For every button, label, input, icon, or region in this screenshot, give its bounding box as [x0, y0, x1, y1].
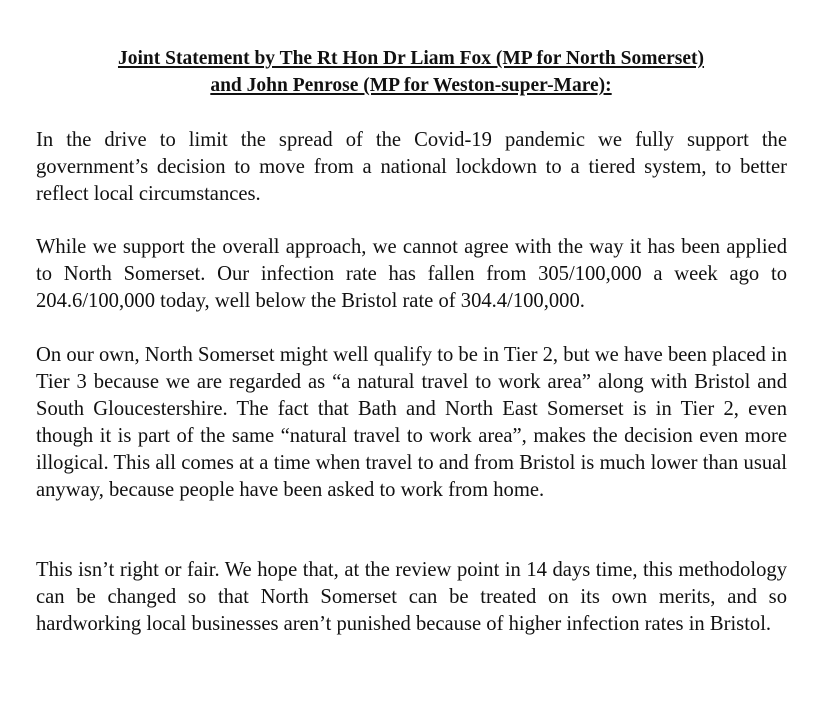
paragraph-tier-placement: On our own, North Somerset might well qualify to be in Tier 2, but we have been placed in Tier 3 because we are regarded as “a natural travel to work area” along with Bristol and South Gloucestershire. The fact that Bath and North East Somerset is in Tier 2, even though it is part of the same “natural travel to work area”, makes the decision even more illogical. This all comes at a time when travel to and from Bristol is much lower than usual anyway, because people have been asked to work from home. [36, 344, 787, 501]
statement-title [30, 45, 792, 99]
paragraph-support: In the drive to limit the spread of the Covid-19 pandemic we fully support the government’s decision to move from a national lockdown to a tiered system, to better reflect local circumstances. [36, 129, 787, 205]
title-line-2: and John Penrose (MP for Weston-super-Mare): [210, 75, 612, 96]
paragraph-infection-rates: While we support the overall approach, we cannot agree with the way it has been applied to North Somerset. Our infection rate has fallen from 305/100,000 a week ago to 204.6/100,000 today, well below the Bristol rate of 304.4/100,000. [36, 236, 787, 312]
paragraph-conclusion: This isn’t right or fair. We hope that, at the review point in 14 days time, this methodology can be changed so that North Somerset can be treated on its own merits, and so hardworking local businesses aren’t punished because of higher infection rates in Bristol. [36, 559, 787, 635]
title-line-1: Joint Statement by The Rt Hon Dr Liam Fox (MP for North Somerset) [117, 48, 705, 69]
